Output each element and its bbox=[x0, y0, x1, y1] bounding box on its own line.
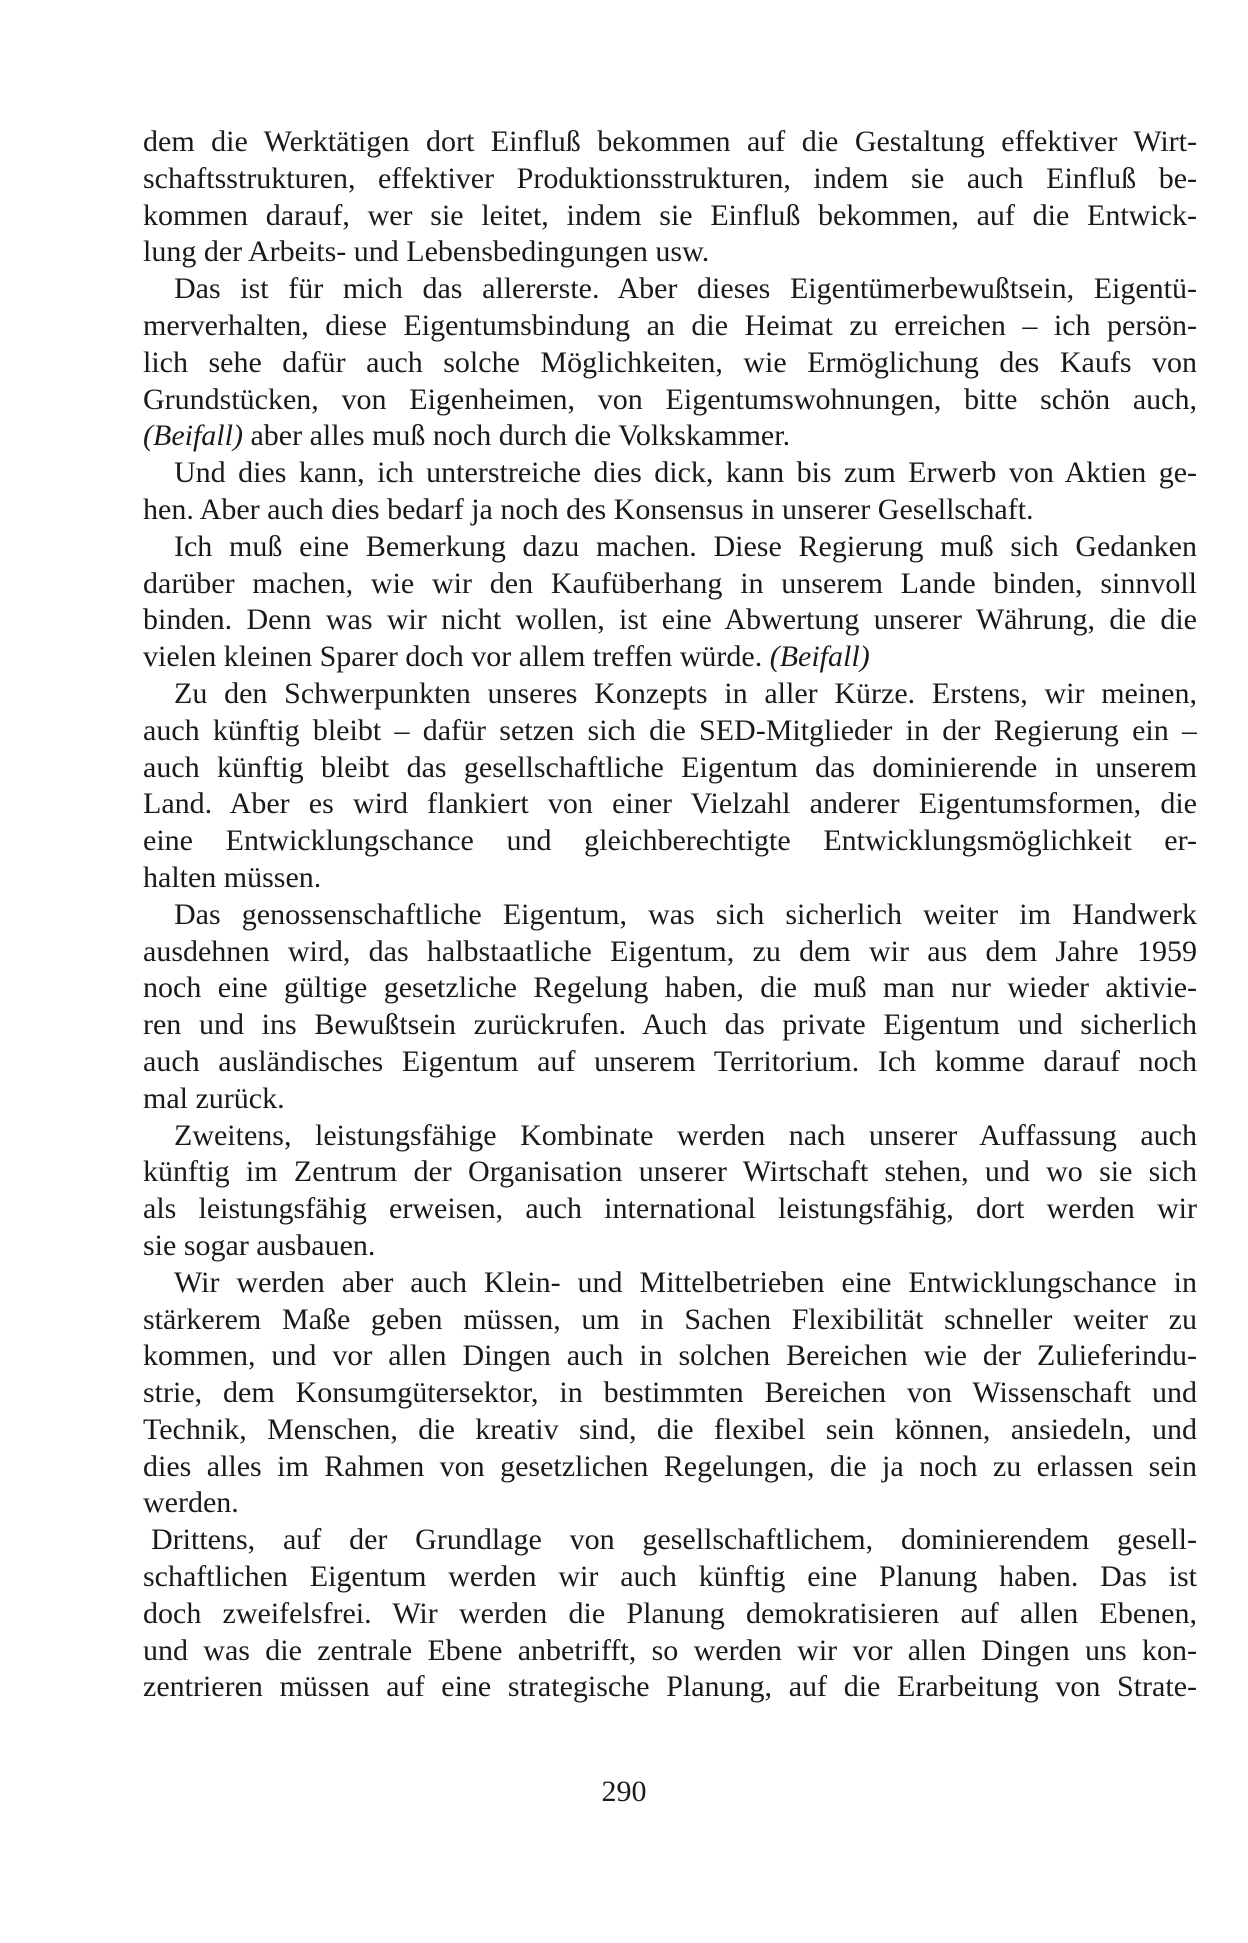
text-run: Und dies kann, ich unterstreiche dies dick, kann bis zum Erwerb von Aktien ge- bbox=[174, 456, 1197, 490]
text-run: Zweitens, leistungsfähige Kombinate werden nach unserer Auffassung auch bbox=[174, 1118, 1197, 1152]
text-run: hen. Aber auch dies bedarf ja noch des Konsensus in unserer Gesellschaft. bbox=[143, 492, 1034, 526]
text-line bbox=[143, 124, 1197, 161]
text-run: Wir werden aber auch Klein- und Mittelbetrieben eine Entwicklungschance in bbox=[174, 1265, 1197, 1299]
text-run: Ich muß eine Bemerkung dazu machen. Diese Regierung muß sich Gedanken bbox=[174, 529, 1197, 563]
text-line bbox=[143, 529, 1197, 566]
text-line bbox=[143, 161, 1197, 198]
text-line bbox=[143, 234, 1197, 271]
text-line bbox=[143, 271, 1197, 308]
text-run: binden. Denn was wir nicht wollen, ist eine Abwertung unserer Währung, die die bbox=[143, 603, 1197, 637]
text-line bbox=[143, 1485, 1197, 1522]
text-line bbox=[143, 198, 1197, 235]
text-line bbox=[143, 1633, 1197, 1670]
text-line bbox=[143, 1191, 1197, 1228]
text-run: darüber machen, wie wir den Kaufüberhang in unserem Lande binden, sinnvoll bbox=[143, 566, 1197, 600]
text-line bbox=[143, 492, 1197, 529]
text-line bbox=[143, 750, 1197, 787]
text-run: sie sogar ausbauen. bbox=[143, 1228, 376, 1262]
text-line bbox=[143, 1302, 1197, 1339]
text-run: mal zurück. bbox=[143, 1081, 285, 1115]
text-run: doch zweifelsfrei. Wir werden die Planung demokratisieren auf allen Ebenen, bbox=[143, 1596, 1197, 1630]
text-run: stärkerem Maße geben müssen, um in Sachen Flexibilität schneller weiter zu bbox=[143, 1302, 1197, 1336]
text-line bbox=[143, 1265, 1197, 1302]
text-line bbox=[143, 345, 1197, 382]
text-run: kommen darauf, wer sie leitet, indem sie Einfluß bekommen, auf die Entwick- bbox=[143, 198, 1197, 232]
text-line bbox=[143, 1007, 1197, 1044]
text-line bbox=[143, 418, 1197, 455]
text-run: Technik, Menschen, die kreativ sind, die flexibel sein können, ansiedeln, und bbox=[143, 1412, 1197, 1446]
text-line bbox=[143, 382, 1197, 419]
text-line bbox=[143, 1228, 1197, 1265]
text-line bbox=[143, 897, 1197, 934]
text-run: vielen kleinen Sparer doch vor allem treffen würde. bbox=[143, 640, 770, 674]
text-run: und was die zentrale Ebene anbetrifft, so werden wir vor allen Dingen uns kon- bbox=[143, 1633, 1197, 1667]
text-line bbox=[143, 308, 1197, 345]
text-line bbox=[143, 1669, 1197, 1706]
text-run: schaftlichen Eigentum werden wir auch künftig eine Planung haben. Das ist bbox=[143, 1560, 1197, 1594]
text-line bbox=[143, 1081, 1197, 1118]
text-run: Das genossenschaftliche Eigentum, was sich sicherlich weiter im Handwerk bbox=[174, 897, 1197, 931]
text-line bbox=[143, 1154, 1197, 1191]
text-run: lung der Arbeits- und Lebensbedingungen usw. bbox=[143, 235, 710, 269]
text-line bbox=[143, 934, 1197, 971]
text-line bbox=[143, 1044, 1197, 1081]
text-run: auch künftig bleibt das gesellschaftliche Eigentum das dominierende in unserem bbox=[143, 750, 1197, 784]
text-run: schaftsstrukturen, effektiver Produktionsstrukturen, indem sie auch Einfluß be- bbox=[143, 161, 1197, 195]
text-run: Das ist für mich das allererste. Aber dieses Eigentümerbewußtsein, Eigentü- bbox=[174, 272, 1197, 306]
text-run: aber alles muß noch durch die Volkskammer. bbox=[242, 419, 791, 453]
text-line bbox=[143, 676, 1197, 713]
text-run: ren und ins Bewußtsein zurückrufen. Auch das private Eigentum und sicherlich bbox=[143, 1008, 1197, 1042]
text-run: Drittens, auf der Grundlage von gesellschaftlichem, dominierendem gesell- bbox=[151, 1523, 1197, 1557]
text-run: kommen, und vor allen Dingen auch in solchen Bereichen wie der Zulieferindu- bbox=[143, 1339, 1197, 1373]
text-line bbox=[143, 1338, 1197, 1375]
text-line bbox=[143, 639, 1197, 676]
text-line bbox=[143, 1596, 1197, 1633]
text-line bbox=[143, 860, 1197, 897]
text-line bbox=[143, 823, 1197, 860]
text-run: Zu den Schwerpunkten unseres Konzepts in aller Kürze. Erstens, wir meinen, bbox=[174, 676, 1197, 710]
text-run: Grundstücken, von Eigenheimen, von Eigentumswohnungen, bitte schön auch, bbox=[143, 382, 1197, 416]
body-text bbox=[143, 124, 1197, 1706]
text-line bbox=[143, 713, 1197, 750]
text-run: Land. Aber es wird flankiert von einer Vielzahl anderer Eigentumsformen, die bbox=[143, 787, 1197, 821]
text-line bbox=[143, 1412, 1197, 1449]
page-number: 290 bbox=[601, 1775, 647, 1808]
text-line bbox=[143, 1375, 1197, 1412]
text-run: ausdehnen wird, das halbstaatliche Eigentum, zu dem wir aus dem Jahre 1959 bbox=[143, 934, 1197, 968]
text-run: merverhalten, diese Eigentumsbindung an die Heimat zu erreichen – ich persön- bbox=[143, 308, 1197, 342]
text-run: als leistungsfähig erweisen, auch international leistungsfähig, dort werden wir bbox=[143, 1192, 1197, 1226]
text-line bbox=[143, 455, 1197, 492]
text-run: auch künftig bleibt – dafür setzen sich die SED-Mitglieder in der Regierung ein – bbox=[143, 713, 1197, 747]
text-run: lich sehe dafür auch solche Möglichkeiten, wie Ermöglichung des Kaufs von bbox=[143, 345, 1197, 379]
text-run: dem die Werktätigen dort Einfluß bekommen auf die Gestaltung effektiver Wirt- bbox=[143, 125, 1197, 158]
text-run: werden. bbox=[143, 1486, 239, 1520]
text-line bbox=[143, 1522, 1197, 1559]
text-line bbox=[143, 1449, 1197, 1486]
text-run: halten müssen. bbox=[143, 860, 322, 894]
text-run: künftig im Zentrum der Organisation unserer Wirtschaft stehen, und wo sie sich bbox=[143, 1155, 1197, 1189]
applause-note: (Beifall) bbox=[769, 640, 870, 674]
applause-note: (Beifall) bbox=[143, 419, 243, 453]
text-line bbox=[143, 1559, 1197, 1596]
text-run: noch eine gültige gesetzliche Regelung haben, die muß man nur wieder aktivie- bbox=[143, 971, 1197, 1005]
text-run: dies alles im Rahmen von gesetzlichen Regelungen, die ja noch zu erlassen sein bbox=[143, 1449, 1197, 1483]
text-run: eine Entwicklungschance und gleichberechtigte Entwicklungsmöglichkeit er- bbox=[143, 824, 1197, 858]
text-line bbox=[143, 970, 1197, 1007]
text-run: zentrieren müssen auf eine strategische Planung, auf die Erarbeitung von Strate- bbox=[143, 1670, 1197, 1704]
text-line bbox=[143, 602, 1197, 639]
text-run: strie, dem Konsumgütersektor, in bestimmten Bereichen von Wissenschaft und bbox=[143, 1376, 1197, 1410]
text-line bbox=[143, 786, 1197, 823]
text-line bbox=[143, 566, 1197, 603]
text-run: auch ausländisches Eigentum auf unserem Territorium. Ich komme darauf noch bbox=[143, 1044, 1197, 1078]
text-line bbox=[143, 1118, 1197, 1155]
